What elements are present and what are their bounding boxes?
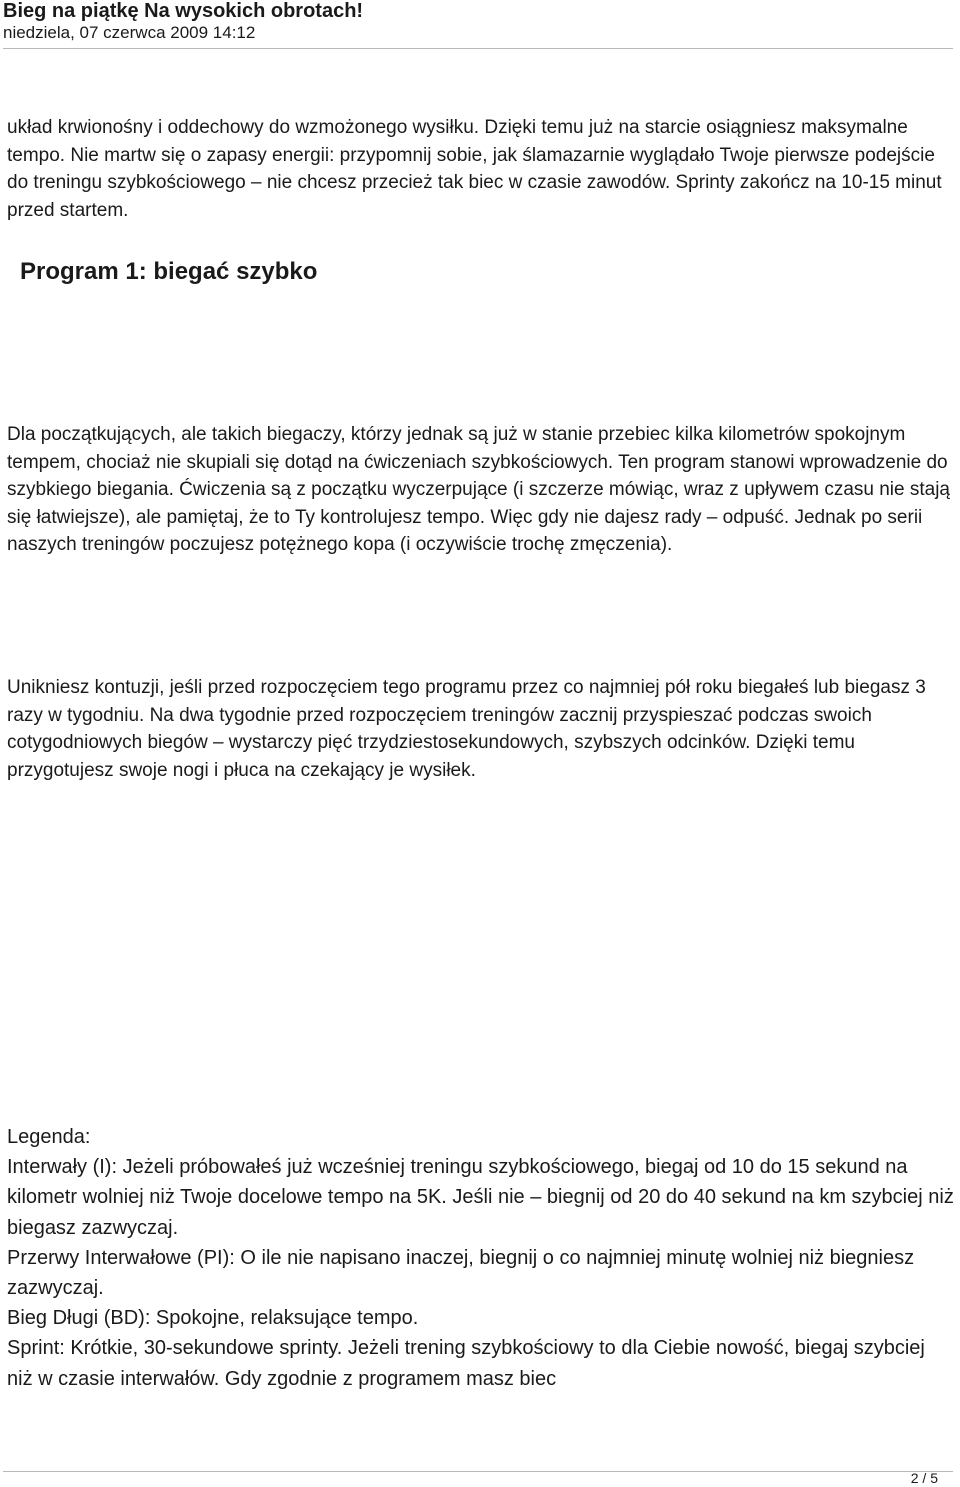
intro-paragraph bbox=[7, 114, 952, 224]
header-divider bbox=[3, 48, 953, 49]
beginners-paragraph bbox=[7, 421, 952, 559]
injury-text: Unikniesz kontuzji, jeśli przed rozpoczęciem tego programu przez co najmniej pół roku biegałeś lub biegasz 3 razy w tygodniu. Na dwa tygodnie przed rozpoczęciem treningów zacznij przyspieszać podczas swoich cotygodniowych biegów – wystarczy pięć trzydziestosekundowych, szybszych odcinków. Dzięki temu przygotujesz swoje nogi i płuca na czekający je wysiłek. bbox=[7, 677, 926, 781]
article-date: niedziela, 07 czerwca 2009 14:12 bbox=[3, 23, 256, 42]
injury-paragraph bbox=[7, 674, 952, 784]
beginners-text: Dla początkujących, ale takich biegaczy, którzy jednak są już w stanie przebiec kilka kilometrów spokojnym tempem, chociaż nie skupiali się dotąd na ćwiczeniach szybkościowych. Ten program stanowi wprowadzenie do szybkiego biegania. Ćwiczenia są z początku wyczerpujące (i szczerze mówiąc, wraz z upływem czasu nie stają się łatwiejsze), ale pamiętaj, że to Ty kontrolujesz tempo. Więc gdy nie dajesz rady – odpuść. Jednak po serii naszych treningów poczujesz potężnego kopa (i oczywiście trochę zmęczenia). bbox=[7, 424, 950, 555]
legend-item-interval-breaks: Przerwy Interwałowe (PI): O ile nie napisano inaczej, biegnij o co najmniej minutę wolniej niż biegniesz zazwyczaj. bbox=[7, 1246, 915, 1300]
legend-item-intervals: Interwały (I): Jeżeli próbowałeś już wcześniej treningu szybkościowego, biegaj od 10 do 15 sekund na kilometr wolniej niż Twoje docelowe tempo na 5K. Jeśli nie – biegnij od 20 do 40 sekund na km szybciej niż biegasz zazwyczaj. bbox=[7, 1156, 954, 1239]
legend-title: Legenda: bbox=[7, 1126, 91, 1148]
article-title: Bieg na piątkę Na wysokich obrotach! bbox=[3, 0, 364, 22]
legend-section bbox=[7, 1122, 955, 1394]
intro-text: układ krwionośny i oddechowy do wzmożonego wysiłku. Dzięki temu już na starcie osiągniesz maksymalne tempo. Nie martw się o zapasy energii: przypomnij sobie, jak ślamazarnie wyglądało Twoje pierwsze podejście do treningu szybkościowego – nie chcesz przecież tak biec w czasie zawodów. Sprinty zakończ na 10-15 minut przed startem. bbox=[7, 117, 942, 221]
page-number: 2 / 5 bbox=[910, 1470, 938, 1486]
legend-item-long-run: Bieg Długi (BD): Spokojne, relaksujące tempo. bbox=[7, 1307, 419, 1330]
section-heading: Program 1: biegać szybko bbox=[20, 258, 318, 285]
footer-divider bbox=[3, 1471, 953, 1472]
legend-item-sprint: Sprint: Krótkie, 30-sekundowe sprinty. Jeżeli trening szybkościowy to dla Ciebie nowość, biegaj szybciej niż w czasie interwałów. Gdy zgodnie z programem masz biec bbox=[7, 1337, 925, 1390]
